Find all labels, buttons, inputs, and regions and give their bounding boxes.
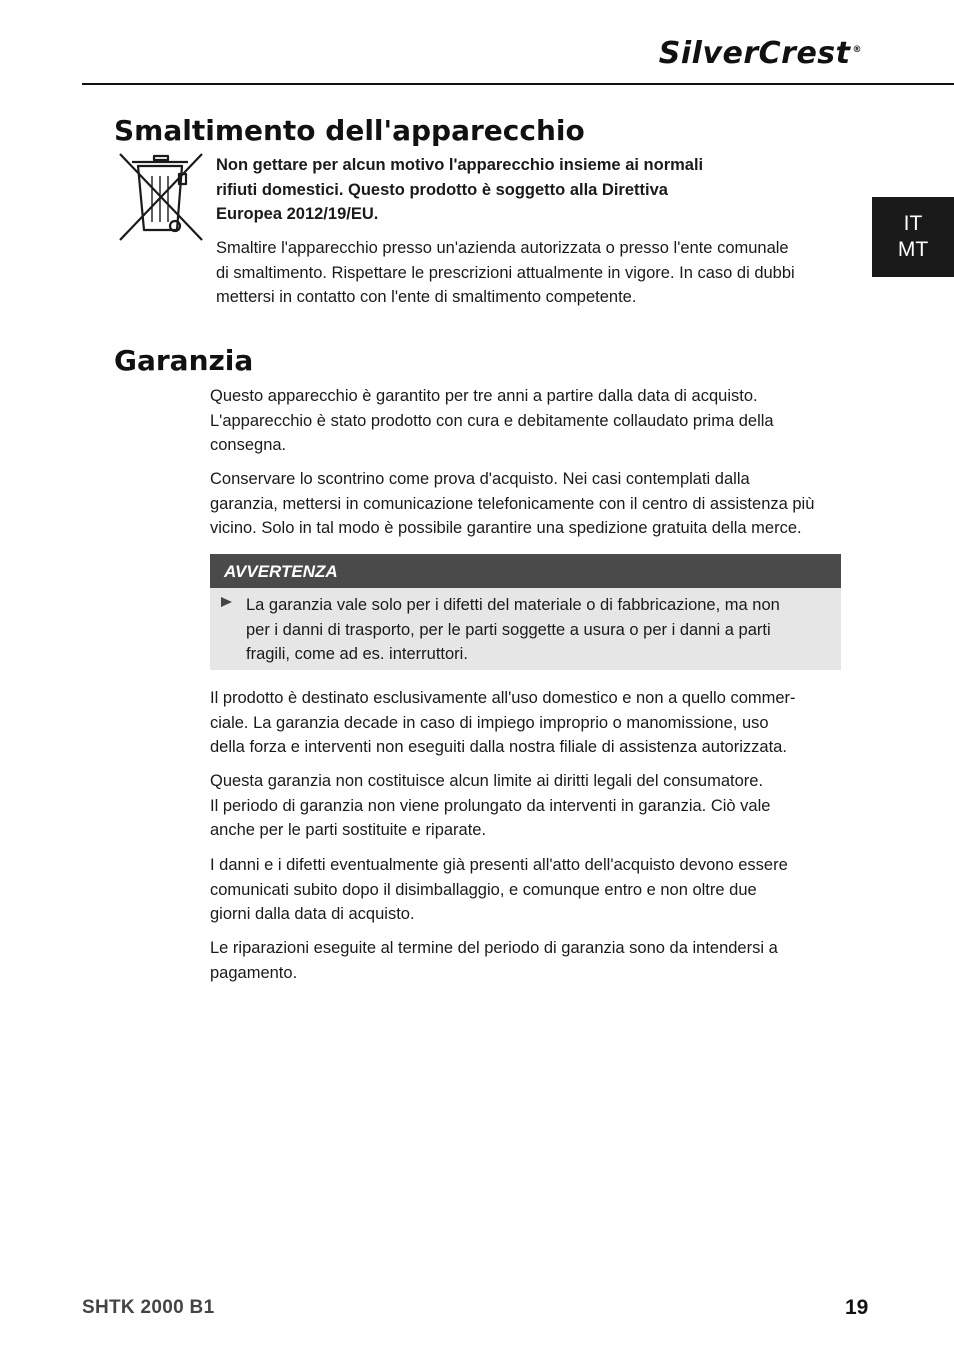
paragraph-line: della forza e interventi non eseguiti dalla nostra filiale di assistenza autorizzata. <box>210 738 787 757</box>
registered-mark: ® <box>852 45 862 55</box>
paragraph-line: Il prodotto è destinato esclusivamente all'uso domestico e non a quello commer- <box>210 689 796 707</box>
language-tab <box>872 197 954 277</box>
warranty-paragraph-1 <box>210 384 774 458</box>
paragraph-line: garanzia, mettersi in comunicazione telefonicamente con il centro di assistenza più <box>210 494 815 513</box>
disposal-text-line: Smaltire l'apparecchio presso un'azienda autorizzata o presso l'ente comunale <box>216 239 789 257</box>
brand-name: SilverCrest <box>658 36 851 71</box>
warning-line: La garanzia vale solo per i difetti del materiale o di fabbricazione, ma non <box>246 596 780 614</box>
paragraph-line: pagamento. <box>210 963 298 982</box>
disposal-instructions <box>216 236 795 310</box>
paragraph-line: vicino. Solo in tal modo è possibile garantire una spedizione gratuita della merce. <box>210 519 802 538</box>
paragraph-line: Questa garanzia non costituisce alcun limite ai diritti legali del consumatore. <box>210 772 764 790</box>
paragraph-line: Le riparazioni eseguite al termine del periodo di garanzia sono da intendersi a <box>210 939 778 957</box>
warranty-paragraph-4 <box>210 769 770 843</box>
paragraph-line: Il periodo di garanzia non viene prolungato da interventi in garanzia. Ciò vale <box>210 796 771 815</box>
disposal-bold-line: Europea 2012/19/EU. <box>216 205 379 224</box>
footer-model-number: SHTK 2000 B1 <box>82 1297 215 1318</box>
disposal-heading: Smaltimento dell'apparecchio <box>114 114 585 147</box>
language-code-it: IT <box>903 212 923 235</box>
bullet-arrow-icon <box>221 597 232 607</box>
warranty-heading: Garanzia <box>114 344 254 377</box>
warning-text <box>246 593 831 667</box>
warranty-paragraph-2 <box>210 467 814 541</box>
paragraph-line: giorni dalla data di acquisto. <box>210 905 415 924</box>
warning-heading: AVVERTENZA <box>210 554 841 588</box>
warning-body <box>210 588 841 670</box>
paragraph-line: comunicati subito dopo il disimballaggio, e comunque entro e non oltre due <box>210 880 757 899</box>
disposal-bold-notice <box>216 153 703 227</box>
warning-line: fragili, come ad es. interruttori. <box>246 645 468 664</box>
disposal-bold-line: Non gettare per alcun motivo l'apparecchio insieme ai normali <box>216 156 704 174</box>
disposal-text-line: di smaltimento. Rispettare le prescrizioni attualmente in vigore. In caso di dubbi <box>216 263 795 282</box>
header-rule <box>82 83 954 85</box>
footer-page-number: 19 <box>845 1296 869 1319</box>
disposal-text-line: mettersi in contatto con l'ente di smaltimento competente. <box>216 288 637 307</box>
disposal-bold-line: rifiuti domestici. Questo prodotto è soggetto alla Direttiva <box>216 180 668 199</box>
paragraph-line: I danni e i difetti eventualmente già presenti all'atto dell'acquisto devono essere <box>210 856 788 874</box>
paragraph-line: Questo apparecchio è garantito per tre anni a partire dalla data di acquisto. <box>210 387 758 405</box>
warranty-paragraph-3 <box>210 686 796 760</box>
warning-box <box>210 554 841 670</box>
paragraph-line: ciale. La garanzia decade in caso di impiego improprio o manomissione, uso <box>210 713 769 732</box>
paragraph-line: L'apparecchio è stato prodotto con cura e debitamente collaudato prima della <box>210 411 774 430</box>
warranty-paragraph-5 <box>210 853 788 927</box>
warranty-paragraph-6 <box>210 936 778 985</box>
paragraph-line: consegna. <box>210 436 287 455</box>
paragraph-line: anche per le parti sostituite e riparate. <box>210 821 487 840</box>
crossed-out-wheelie-bin-icon <box>116 152 206 242</box>
brand-logo <box>659 36 862 71</box>
warning-line: per i danni di trasporto, per le parti soggette a usura o per i danni a parti <box>246 620 771 639</box>
paragraph-line: Conservare lo scontrino come prova d'acquisto. Nei casi contemplati dalla <box>210 470 750 488</box>
language-code-mt: MT <box>897 238 929 261</box>
